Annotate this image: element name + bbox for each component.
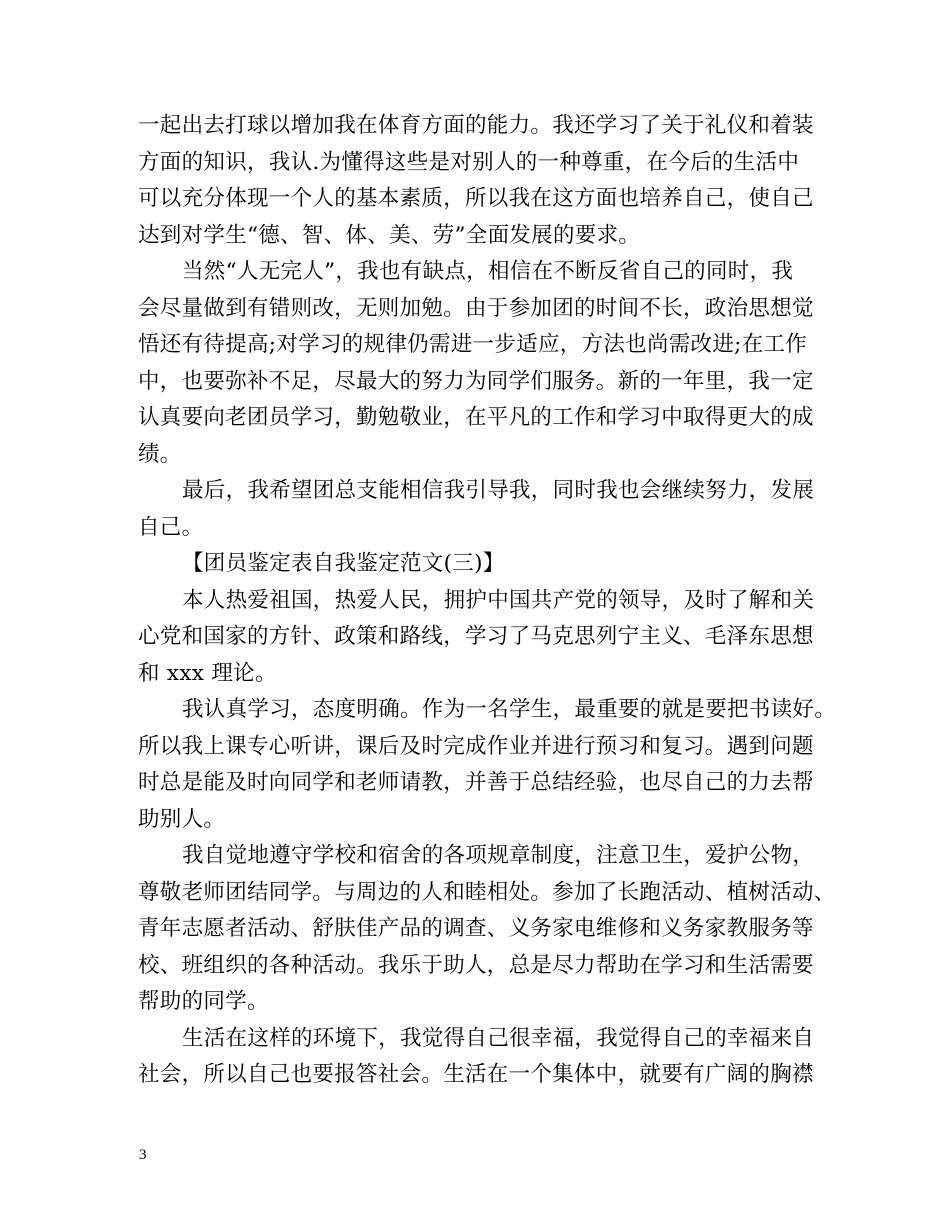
text-line: 悟还有待提高;对学习的规律仍需进一步适应，方法也尚需改进;在工作 [138,332,808,357]
text-line: 方面的知识，我认.为懂得这些是对别人的一种尊重，在今后的生活中 [138,149,800,175]
text-line: 尊敬老师团结同学。与周边的人和睦相处。参加了长跑活动、植树活动、 [138,879,836,905]
text-line: 认真要向老团员学习，勤勉敬业，在平凡的工作和学习中取得更大的成 [138,405,814,430]
paragraph-start-line: 当然“人无完人”，我也有缺点，相信在不断反省自己的同时，我 [182,259,794,284]
text-line: 帮助的同学。 [138,989,269,1014]
text-line: 绩。 [138,441,182,467]
text-line: 助别人。 [138,806,226,832]
paragraph-start-line: 最后，我希望团总支能相信我引导我，同时我也会继续努力，发展 [182,478,815,503]
body-text [138,108,837,1094]
section-heading: 【团员鉴定表自我鉴定范文(三)】 [182,551,505,576]
text-line: 达到对学生“德、智、体、美、劳”全面发展的要求。 [138,222,641,248]
text-line: 青年志愿者活动、舒肤佳产品的调查、义务家电维修和义务家教服务等 [138,916,814,941]
text-line: 时总是能及时向同学和老师请教，并善于总结经验，也尽自己的力去帮 [138,770,814,795]
paragraph-start-line: 本人热爱祖国，热爱人民，拥护中国共产党的领导，及时了解和关 [182,587,815,613]
text-line: 所以我上课专心听讲，课后及时完成作业并进行预习和复习。遇到问题 [138,733,814,759]
text-line: 自己。 [138,514,204,540]
text-line: 一起出去打球以增加我在体育方面的能力。我还学习了关于礼仪和着装 [138,113,814,138]
text-line: 社会，所以自己也要报答社会。生活在一个集体中，就要有广阔的胸襟 [138,1062,814,1087]
text-line: 和 xxx 理论。 [138,660,277,686]
text-line: 校、班组织的各种活动。我乐于助人，总是尽力帮助在学习和生活需要 [138,952,814,978]
paragraph-start-line: 我自觉地遵守学校和宿舍的各项规章制度，注意卫生，爱护公物， [182,843,815,868]
page-number: 3 [139,1147,147,1163]
paragraph-start-line: 我认真学习，态度明确。作为一名学生，最重要的就是要把书读好。 [182,697,837,722]
text-line: 中，也要弥补不足，尽最大的努力为同学们服务。新的一年里，我一定 [138,368,814,394]
text-line: 会尽量做到有错则改，无则加勉。由于参加团的时间不长，政治思想觉 [138,295,814,321]
text-line: 心党和国家的方针、政策和路线，学习了马克思列宁主义、毛泽东思想 [138,624,814,649]
text-line: 可以充分体现一个人的基本素质，所以我在这方面也培养自己，使自己 [138,186,814,211]
paragraph-start-line: 生活在这样的环境下，我觉得自己很幸福，我觉得自己的幸福来自 [182,1025,815,1051]
